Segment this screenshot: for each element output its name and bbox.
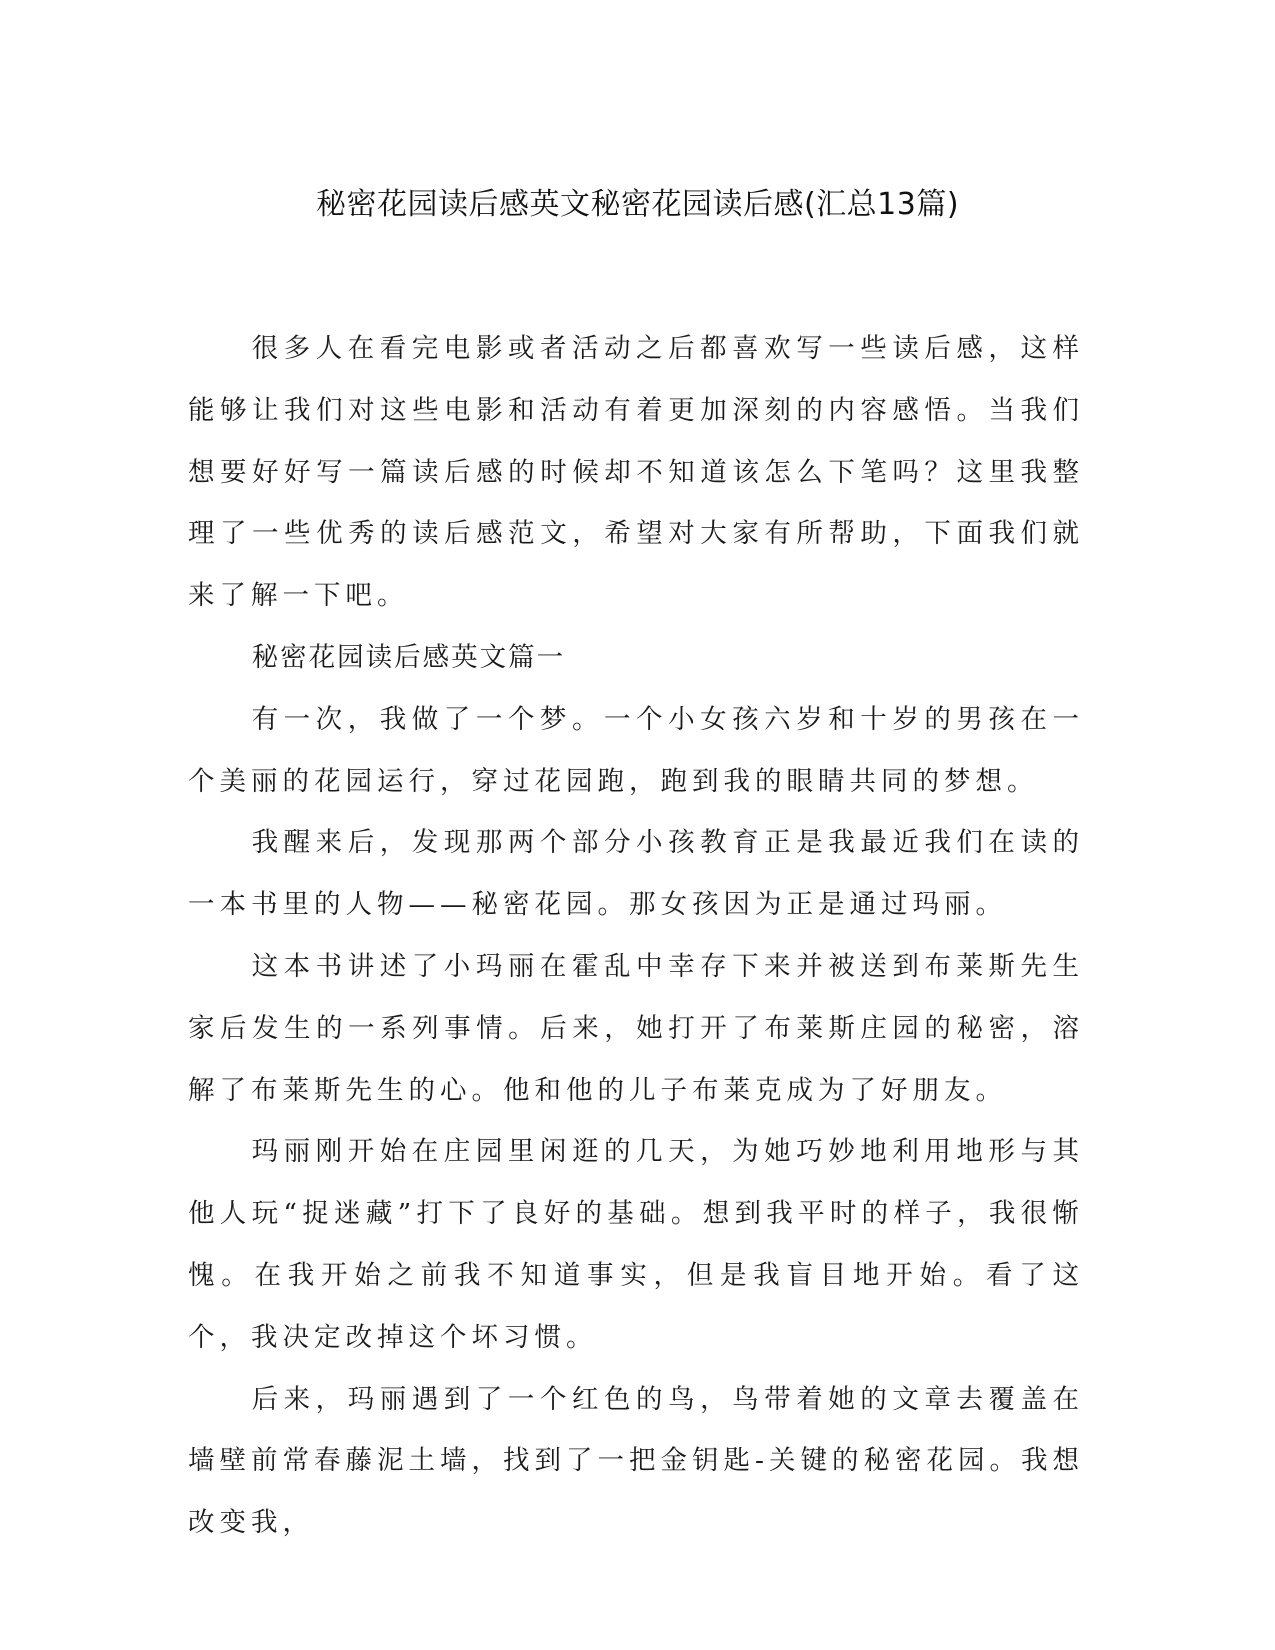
- section-heading: 秘密花园读后感英文篇一: [251, 641, 566, 673]
- paragraph-intro: 很多人在看完电影或者活动之后都喜欢写一些读后感，这样能够让我们对这些电影和活动有着更加深刻的内容感悟。当我们想要好好写一篇读后感的时候却不知道该怎么下笔吗？这里我整理了一些优秀的读后感范文，希望对大家有所帮助，下面我们就来了解一下吧。: [188, 333, 1084, 612]
- paragraph: 玛丽刚开始在庄园里闲逛的几天，为她巧妙地利用地形与其他人玩“捉迷藏”打下了良好的基础。想到我平时的样子，我很惭愧。在我开始之前我不知道事实，但是我盲目地开始。看了这个，我决定改掉这个坏习惯。: [188, 1136, 1084, 1353]
- paragraph: 有一次，我做了一个梦。一个小女孩六岁和十岁的男孩在一个美丽的花园运行，穿过花园跑，跑到我的眼睛共同的梦想。: [188, 703, 1084, 797]
- paragraph: 这本书讲述了小玛丽在霍乱中幸存下来并被送到布莱斯先生家后发生的一系列事情。后来，她打开了布莱斯庄园的秘密，溶解了布莱斯先生的心。他和他的儿子布莱克成为了好朋友。: [188, 950, 1084, 1106]
- document-body: [188, 318, 1084, 1554]
- paragraph: 后来，玛丽遇到了一个红色的鸟，鸟带着她的文章去覆盖在墙壁前常春藤泥土墙，找到了一把金钥匙-关键的秘密花园。我想改变我，: [188, 1383, 1084, 1539]
- paragraph: 我醒来后，发现那两个部分小孩教育正是我最近我们在读的一本书里的人物——秘密花园。那女孩因为正是通过玛丽。: [188, 827, 1084, 921]
- document-title: 秘密花园读后感英文秘密花园读后感(汇总13篇): [315, 187, 960, 222]
